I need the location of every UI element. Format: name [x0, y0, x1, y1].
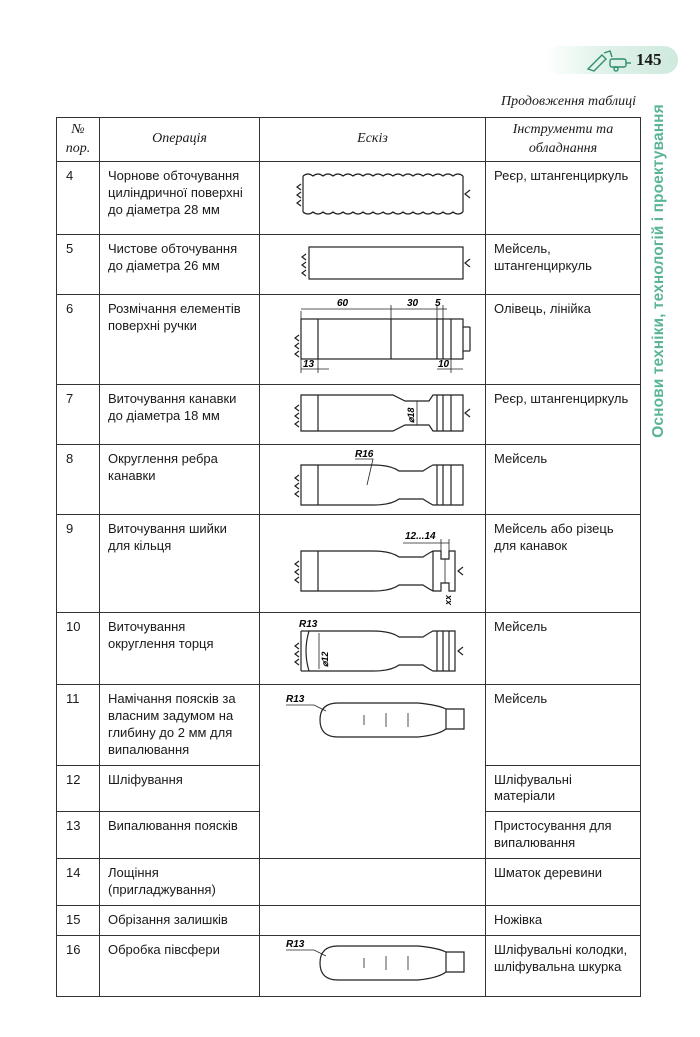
- row-number: 8: [57, 445, 100, 515]
- sketch-cell: [260, 515, 486, 613]
- dim-12-14: 12...14: [404, 531, 436, 542]
- dim-r13: R13: [285, 694, 304, 705]
- sketch-cell: [260, 445, 486, 515]
- row-number: 4: [57, 162, 100, 235]
- table-row: [57, 613, 641, 685]
- row-tools: Пристосування для випалювання: [486, 812, 641, 859]
- header-no: № пор.: [57, 118, 100, 162]
- sketch-end-rounding: [273, 615, 473, 681]
- dim-xx: xx: [442, 594, 453, 605]
- sketch-finish-turning: [273, 237, 473, 289]
- sketch-cell: [260, 935, 486, 996]
- sketch-cell: [260, 685, 486, 859]
- row-tools: Олівець, лінійка: [486, 295, 641, 385]
- table-header-row: [57, 118, 641, 162]
- row-operation: Округлення ребра канавки: [100, 445, 260, 515]
- table-row: [57, 295, 641, 385]
- row-number: 10: [57, 613, 100, 685]
- table-row: [57, 935, 641, 996]
- dim-13: 13: [302, 359, 314, 370]
- table-row: [57, 235, 641, 295]
- table-row: [57, 859, 641, 906]
- side-section-title: Основи техніки, технологій і проектування: [650, 104, 667, 438]
- operations-table: [56, 117, 641, 997]
- row-operation: Виточування шийки для кільця: [100, 515, 260, 613]
- dim-diameter-18: ⌀18: [405, 407, 416, 423]
- dim-r13: R13: [285, 938, 304, 950]
- row-operation: Намічання поясків за власним задумом на глибину до 2 мм для випалювання: [100, 685, 260, 766]
- row-number: 13: [57, 812, 100, 859]
- row-tools: Шліфувальні колодки, шліфувальна шкурка: [486, 935, 641, 996]
- sketch-cell: [260, 295, 486, 385]
- sketch-groove: [273, 387, 473, 439]
- table-row: [57, 445, 641, 515]
- row-number: 9: [57, 515, 100, 613]
- row-operation: Обробка півсфери: [100, 935, 260, 996]
- sketch-rough-turning: [273, 164, 473, 224]
- sketch-cell: [260, 385, 486, 445]
- row-tools: Мейсель: [486, 613, 641, 685]
- header-operation: Операція: [100, 118, 260, 162]
- dim-diameter-12: ⌀12: [319, 651, 330, 667]
- dim-r13: R13: [298, 619, 317, 630]
- row-tools: Мейсель або різець для канавок: [486, 515, 641, 613]
- dim-5: 5: [434, 298, 441, 309]
- row-number: 12: [57, 765, 100, 812]
- table-row: [57, 385, 641, 445]
- row-number: 7: [57, 385, 100, 445]
- dim-r16: R16: [354, 449, 373, 460]
- tools-icon: [586, 49, 632, 73]
- row-operation: Розмічання елементів поверхні ручки: [100, 295, 260, 385]
- sketch-cell-empty: [260, 859, 486, 906]
- dim-10: 10: [437, 359, 449, 370]
- row-number: 14: [57, 859, 100, 906]
- sketch-neck: [273, 517, 473, 609]
- row-operation: Чистове обточування до діаметра 26 мм: [100, 235, 260, 295]
- row-operation: Лощіння (пригладжування): [100, 859, 260, 906]
- row-tools: Шліфувальні матеріали: [486, 765, 641, 812]
- row-operation: Чорнове обточування циліндричної поверхні до діаметра 28 мм: [100, 162, 260, 235]
- sketch-cell: [260, 162, 486, 235]
- row-number: 16: [57, 935, 100, 996]
- row-operation: Випалювання поясків: [100, 812, 260, 859]
- row-number: 6: [57, 295, 100, 385]
- sketch-cell: [260, 613, 486, 685]
- dim-60: 60: [336, 298, 348, 309]
- row-number: 5: [57, 235, 100, 295]
- row-operation: Обрізання залишків: [100, 905, 260, 935]
- row-tools: Мейсель: [486, 685, 641, 766]
- row-operation: Шліфування: [100, 765, 260, 812]
- sketch-hemisphere: [268, 938, 478, 994]
- sketch-rounding: [273, 447, 473, 511]
- table-row: [57, 162, 641, 235]
- row-operation: Виточування округлення торця: [100, 613, 260, 685]
- row-tools: Шматок деревини: [486, 859, 641, 906]
- row-tools: Реєр, штангенциркуль: [486, 162, 641, 235]
- sketch-cell: [260, 235, 486, 295]
- table-row: [57, 905, 641, 935]
- row-operation: Виточування канавки до діаметра 18 мм: [100, 385, 260, 445]
- table-row: [57, 515, 641, 613]
- sketch-marking: [273, 297, 473, 381]
- header-sketch: Ескіз: [260, 118, 486, 162]
- row-number: 11: [57, 685, 100, 766]
- sketch-cell-empty: [260, 905, 486, 935]
- header-tools: Інструменти та обладнання: [486, 118, 641, 162]
- table-row: [57, 685, 641, 766]
- table-continuation-caption: Продовження таблиці: [500, 94, 636, 109]
- row-tools: Ножівка: [486, 905, 641, 935]
- row-tools: Мейсель, штангенциркуль: [486, 235, 641, 295]
- sketch-bands: [268, 691, 478, 761]
- row-number: 15: [57, 905, 100, 935]
- row-tools: Мейсель: [486, 445, 641, 515]
- dim-30: 30: [406, 298, 418, 309]
- row-tools: Реєр, штангенциркуль: [486, 385, 641, 445]
- page-number: 145: [636, 50, 662, 69]
